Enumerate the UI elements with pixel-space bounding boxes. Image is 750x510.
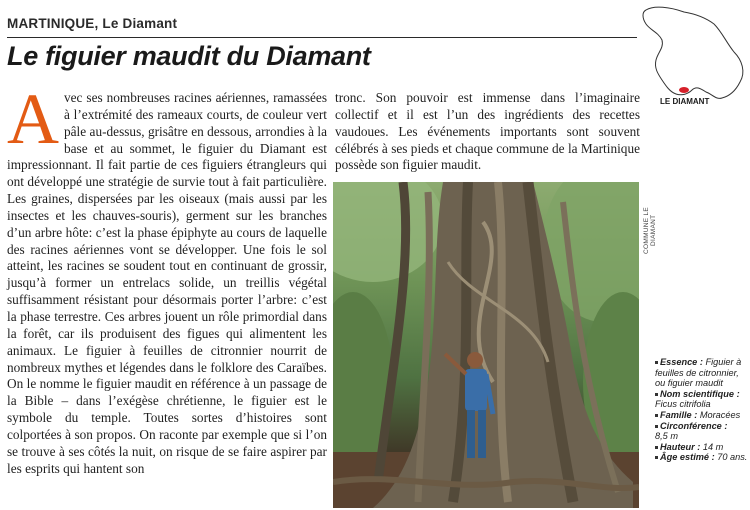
dropcap: A	[7, 79, 59, 159]
fact-box	[655, 357, 750, 463]
article-text-2: tronc. Son pouvoir est immense dans l’imaginaire collectif et il est l’un des ingrédients des recettes vaudoues. Les événements importants sont souvent célébrés à ses pieds et chaque commune de la Martinique possède son figuier maudit.	[335, 90, 640, 173]
tree-photo	[333, 182, 639, 508]
martinique-map	[640, 2, 750, 112]
section-label: MARTINIQUE, Le Diamant	[7, 16, 178, 31]
article-text-1: vec ses nombreuses racines aériennes, ramassées à l’extrémité des rameaux courts, de couleur vert pâle au-dessus, grisâtre en dessous, arrondies à la base et au sommet, le figuier du Diamant est impressionnant. Il fait partie de ces figuiers étrangleurs qui ont développé une stratégie de survie tout à fait particulière. Les graines, dispersées par les oiseaux (mais aussi par les insectes et les chauves-souris), germent sur les branches d’un arbre hôte: c’est la phase épiphyte au cours de laquelle des racines aériennes vont se développer. Une fois le sol atteint, les racines se soudent tout en continuant de grossir, jusqu’à former un entrelacs solide, un treillis végétal suffisamment résistant pour désormais porter l’arbre: c’est la phase terrestre. Ces arbres jouent un rôle primordial dans la forêt, car ils produisent des figues qui alimentent les animaux. Le figuier à feuilles de citronnier nourrit de nombreux mythes et légendes dans le folklore des Caraïbes. On le nomme le figuier maudit en référence à un passage de la Bible – dans l’exégèse chrétienne, le figuier est le symbole du temple. Toutes sortes d’histoires sont colportées à son propos. On raconte par exemple que si l’on se trouve à ses côtés la nuit, on risque de se faire aspirer par les esprits qui hantent son	[7, 90, 327, 476]
article-column-2	[335, 90, 640, 174]
map-label: LE DIAMANT	[660, 97, 710, 106]
fact-height: Hauteur : 14 m	[655, 442, 750, 453]
fact-circumference: Circonférence : 8,5 m	[655, 420, 728, 442]
fact-family: Famille : Moracées	[655, 410, 750, 421]
fact-essence: Essence : Figuier à feuilles de citronnier, ou figuier maudit	[655, 357, 742, 389]
header-rule	[7, 37, 637, 38]
page-title: Le figuier maudit du Diamant	[7, 41, 371, 71]
fact-age: Âge estimé : 70 ans.	[655, 452, 750, 463]
photo-credit: COMMUNE LE DIAMANT	[643, 206, 657, 254]
fact-scientific-name: Nom scientifique : Ficus citrifolia	[655, 388, 740, 410]
location-marker	[679, 87, 689, 93]
article-column-1	[7, 79, 327, 477]
